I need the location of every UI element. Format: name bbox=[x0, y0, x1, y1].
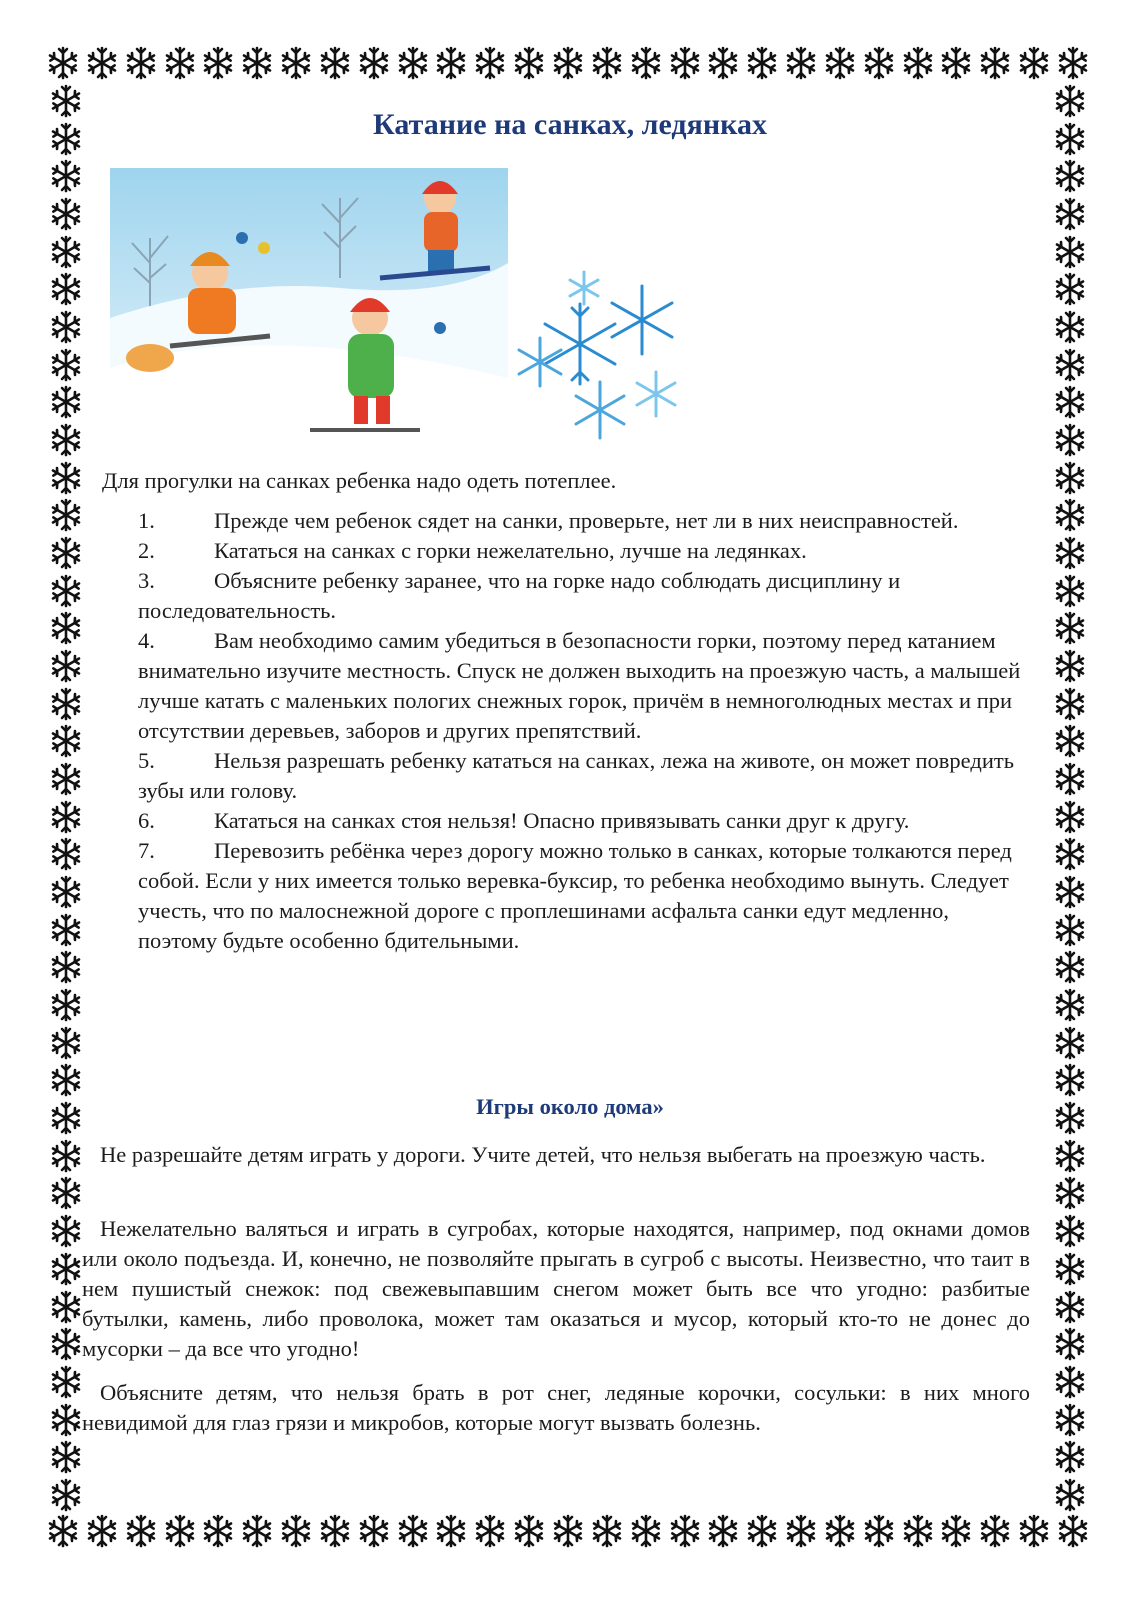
snowflake-icon bbox=[49, 1252, 83, 1286]
rule-number: 6. bbox=[138, 808, 155, 833]
snowflake-icon bbox=[49, 1440, 83, 1474]
section-title: Игры около дома» bbox=[476, 1094, 664, 1119]
snowflake-icon bbox=[1053, 461, 1087, 495]
snowflake-icon bbox=[590, 46, 624, 80]
snowflake-icon bbox=[901, 1514, 935, 1548]
snowflake-icon bbox=[49, 950, 83, 984]
snowflake-icon bbox=[1053, 1214, 1087, 1248]
snowflake-icon bbox=[49, 272, 83, 306]
snowflake-icon bbox=[1053, 837, 1087, 871]
snowflake-icon bbox=[49, 611, 83, 645]
snowflake-icon bbox=[1053, 235, 1087, 269]
snowflake-icon bbox=[1053, 423, 1087, 457]
snowflake-icon bbox=[49, 235, 83, 269]
snowflake-icon bbox=[1056, 1514, 1090, 1548]
page-title: Катание на санках, ледянках bbox=[373, 108, 767, 141]
rules-list bbox=[138, 506, 1032, 956]
sledding-illustration bbox=[110, 168, 508, 444]
snowflake-icon bbox=[1053, 913, 1087, 947]
snowflake-icon bbox=[1053, 649, 1087, 683]
snowflake-icon bbox=[396, 46, 430, 80]
snowflake-icon bbox=[49, 649, 83, 683]
snowflake-icon bbox=[240, 1514, 274, 1548]
snowflake-icon bbox=[1053, 1478, 1087, 1512]
snowflake-icon bbox=[85, 1514, 119, 1548]
snowflake-icon bbox=[668, 1514, 702, 1548]
snowflake-icon bbox=[49, 536, 83, 570]
rule-number: 3. bbox=[138, 568, 155, 593]
list-item bbox=[138, 806, 1032, 836]
dog bbox=[126, 344, 174, 372]
rule-text: Прежде чем ребенок сядет на санки, проверьте, нет ли в них неисправностей. bbox=[214, 508, 959, 533]
list-item bbox=[138, 566, 1032, 626]
list-item bbox=[138, 836, 1032, 956]
snowflake-icon bbox=[49, 310, 83, 344]
paragraph-snowdrifts: Нежелательно валяться и играть в сугробах, которые находятся, например, под окнами домов или около подъезда. И, конечно, не позволяйте прыгать в сугроб с высоты. Неизвестно, что таит в нем пушистый снежок: под свежевыпавшим снегом может быть все что угодно: разбитые бутылки, камень, либо проволока, может там оказаться и мусор, который кто-то не донес до мусорки – да все что угодно! bbox=[82, 1216, 1030, 1361]
snowflake-icon bbox=[1053, 1327, 1087, 1361]
snowflake-icon bbox=[85, 46, 119, 80]
snowflake-icon bbox=[629, 46, 663, 80]
paragraph-snow-eating: Объясните детям, что нельзя брать в рот снег, ледяные корочки, сосульки: в них много невидимой для глаз грязи и микробов, которые могут вызвать болезнь. bbox=[82, 1380, 1030, 1435]
snowflake-icon bbox=[46, 46, 80, 80]
snowflake-icon bbox=[590, 1514, 624, 1548]
snowflake-icon bbox=[49, 800, 83, 834]
snowflake-icon bbox=[1056, 46, 1090, 80]
snowflake-icon bbox=[49, 913, 83, 947]
snowflake-icon bbox=[1053, 1026, 1087, 1060]
snowflake-icon bbox=[49, 1176, 83, 1210]
border-left bbox=[46, 84, 86, 1512]
snowflake-icon bbox=[862, 1514, 896, 1548]
list-item bbox=[138, 536, 1032, 566]
snowflake-icon bbox=[978, 1514, 1012, 1548]
snowflake-icon bbox=[1053, 800, 1087, 834]
snowflake-icon bbox=[1053, 272, 1087, 306]
snowflake-icon bbox=[49, 1139, 83, 1173]
snowflake-icon bbox=[279, 46, 313, 80]
snowflake-icon bbox=[49, 1365, 83, 1399]
rule-text: Кататься на санках стоя нельзя! Опасно привязывать санки друг к другу. bbox=[214, 808, 910, 833]
snowflake-icon bbox=[49, 1403, 83, 1437]
rule-number: 1. bbox=[138, 508, 155, 533]
snowflake-icon bbox=[49, 687, 83, 721]
snowflake-icon bbox=[49, 837, 83, 871]
snowflake-icon bbox=[49, 1026, 83, 1060]
list-item bbox=[138, 626, 1032, 746]
snowflake-icon bbox=[1053, 197, 1087, 231]
snowflake-icon bbox=[49, 385, 83, 419]
rule-number: 4. bbox=[138, 628, 155, 653]
snowflake-icon bbox=[1053, 310, 1087, 344]
snowflake-icon bbox=[784, 1514, 818, 1548]
snowflake-icon bbox=[1053, 122, 1087, 156]
snowflake-icon bbox=[551, 46, 585, 80]
snowflake-icon bbox=[49, 762, 83, 796]
snowflake-icon bbox=[1053, 1063, 1087, 1097]
snowflake-icon bbox=[49, 1327, 83, 1361]
snowflake-icon bbox=[1053, 1365, 1087, 1399]
snowflake-icon bbox=[512, 46, 546, 80]
snowflake-icon bbox=[49, 988, 83, 1022]
snowflake-icon bbox=[1053, 159, 1087, 193]
snowflake-icon bbox=[434, 1514, 468, 1548]
snowflake-icon bbox=[318, 46, 352, 80]
snowflake-icon bbox=[357, 1514, 391, 1548]
snowflake-icon bbox=[706, 1514, 740, 1548]
snowflake-icon bbox=[279, 1514, 313, 1548]
border-top bbox=[46, 46, 1090, 86]
snowflake-icon bbox=[49, 498, 83, 532]
snowflake-icon bbox=[473, 1514, 507, 1548]
border-right bbox=[1050, 84, 1090, 1512]
snowflake-icon bbox=[49, 1214, 83, 1248]
snowflake-icon bbox=[1053, 574, 1087, 608]
snowflake-icon bbox=[1053, 687, 1087, 721]
snowflake-icon bbox=[1053, 1290, 1087, 1324]
snowflake-icon bbox=[49, 348, 83, 382]
snowflake-icon bbox=[706, 46, 740, 80]
snowflake-icon bbox=[49, 1478, 83, 1512]
snowflake-icon bbox=[1017, 46, 1051, 80]
snowflake-icon bbox=[1053, 84, 1087, 118]
snowflake-icon bbox=[49, 84, 83, 118]
snowflake-icon bbox=[46, 1514, 80, 1548]
intro-text: Для прогулки на санках ребенка надо одеть потеплее. bbox=[102, 468, 617, 493]
snowflake-icon bbox=[512, 1514, 546, 1548]
snowflake-icon bbox=[1017, 1514, 1051, 1548]
snowflake-icon bbox=[163, 1514, 197, 1548]
snowflake-icon bbox=[668, 46, 702, 80]
paragraph-road: Не разрешайте детям играть у дороги. Учите детей, что нельзя выбегать на проезжую часть. bbox=[100, 1142, 986, 1167]
snowflake-icon bbox=[357, 46, 391, 80]
snowflake-icon bbox=[862, 46, 896, 80]
snowflake-icon bbox=[629, 1514, 663, 1548]
snowflake-icon bbox=[784, 46, 818, 80]
snowflake-icon bbox=[163, 46, 197, 80]
snowflake-icon bbox=[49, 197, 83, 231]
snowflake-icon bbox=[49, 1101, 83, 1135]
snowflake-icon bbox=[745, 46, 779, 80]
rule-number: 2. bbox=[138, 538, 155, 563]
rule-text: Нельзя разрешать ребенку кататься на санках, лежа на животе, он может повредить зубы или голову. bbox=[138, 748, 1014, 803]
blue-snowflakes-illustration bbox=[510, 270, 710, 456]
rule-text: Объясните ребенку заранее, что на горке надо соблюдать дисциплину и последовательность. bbox=[138, 568, 901, 623]
rule-text: Перевозить ребёнка через дорогу можно только в санках, которые толкаются перед собой. Если у них имеется только веревка-буксир, то ребенка необходимо вынуть. Следует учесть, что по малоснежной дороге с проплешинами асфальта санки едут медленно, поэтому будьте особенно бдительными. bbox=[138, 838, 1012, 953]
snowflake-icon bbox=[49, 122, 83, 156]
snowflake-icon bbox=[124, 1514, 158, 1548]
snowflake-icon bbox=[1053, 498, 1087, 532]
snowflake-icon bbox=[1053, 385, 1087, 419]
snowflake-icon bbox=[49, 1063, 83, 1097]
border-bottom bbox=[46, 1514, 1090, 1554]
snowflake-icon bbox=[1053, 988, 1087, 1022]
snowflake-icon bbox=[1053, 1403, 1087, 1437]
list-item bbox=[138, 506, 1032, 536]
snowflake-icon bbox=[49, 461, 83, 495]
snowflake-icon bbox=[49, 423, 83, 457]
snowflake-icon bbox=[1053, 1252, 1087, 1286]
snowflake-icon bbox=[1053, 762, 1087, 796]
snowflake-icon bbox=[1053, 950, 1087, 984]
snowflake-icon bbox=[49, 724, 83, 758]
snowflake-icon bbox=[745, 1514, 779, 1548]
snowflake-icon bbox=[49, 574, 83, 608]
snowflake-icon bbox=[978, 46, 1012, 80]
rule-text: Кататься на санках с горки нежелательно, лучше на ледянках. bbox=[214, 538, 807, 563]
list-item bbox=[138, 746, 1032, 806]
snowflake-icon bbox=[823, 46, 857, 80]
snowflake-icon bbox=[939, 46, 973, 80]
snowflake-icon bbox=[124, 46, 158, 80]
snowflake-icon bbox=[49, 1290, 83, 1324]
snowflake-icon bbox=[1053, 536, 1087, 570]
snowflake-icon bbox=[49, 875, 83, 909]
snowflake-icon bbox=[823, 1514, 857, 1548]
snowflake-icon bbox=[201, 46, 235, 80]
snowflake-icon bbox=[1053, 724, 1087, 758]
snowflake-icon bbox=[1053, 1440, 1087, 1474]
snowflake-icon bbox=[318, 1514, 352, 1548]
snowflake-icon bbox=[240, 46, 274, 80]
snowflake-icon bbox=[473, 46, 507, 80]
snowflake-icon bbox=[1053, 1101, 1087, 1135]
rule-text: Вам необходимо самим убедиться в безопасности горки, поэтому перед катанием внимательно изучите местность. Спуск не должен выходить на проезжую часть, а малышей лучше катать с маленьких пологих снежных горок, причём в немноголюдных местах и при отсутствии деревьев, заборов и других препятствий. bbox=[138, 628, 1021, 743]
snowflake-icon bbox=[939, 1514, 973, 1548]
snowflake-icon bbox=[201, 1514, 235, 1548]
snowflake-icon bbox=[49, 159, 83, 193]
snowflake-icon bbox=[1053, 1176, 1087, 1210]
snowflake-icon bbox=[396, 1514, 430, 1548]
snowflake-icon bbox=[1053, 1139, 1087, 1173]
rule-number: 7. bbox=[138, 838, 155, 863]
snowflake-icon bbox=[1053, 348, 1087, 382]
snowflake-icon bbox=[551, 1514, 585, 1548]
snowflake-icon bbox=[1053, 611, 1087, 645]
snowflake-icon bbox=[1053, 875, 1087, 909]
snowflake-icon bbox=[434, 46, 468, 80]
rule-number: 5. bbox=[138, 748, 155, 773]
snowflake-icon bbox=[901, 46, 935, 80]
